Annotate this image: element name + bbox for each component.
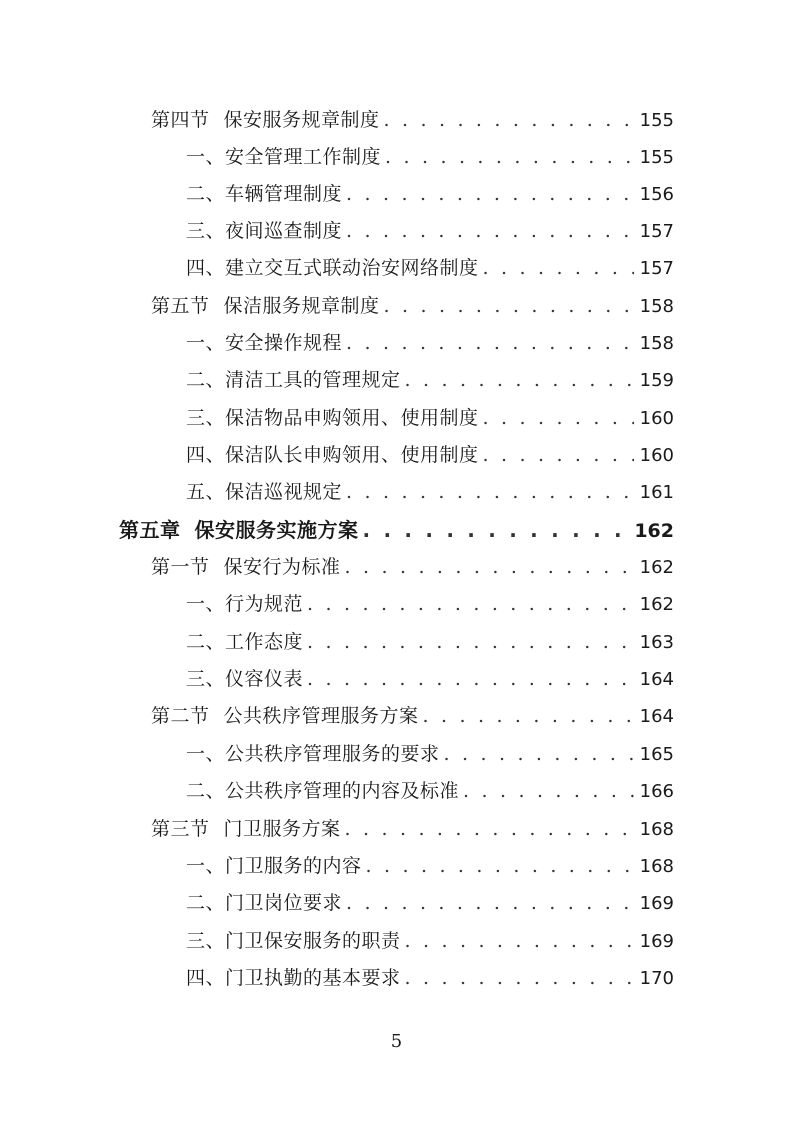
toc-entry-title: [186, 890, 342, 916]
toc-entry-text: 工作态度: [225, 631, 304, 653]
toc-entry-label: 二、: [186, 780, 226, 802]
toc-entry-text: 门卫服务的内容: [225, 855, 362, 877]
toc-entry-text: 门卫服务方案: [223, 818, 341, 840]
toc-subsection-entry[interactable]: [186, 741, 674, 768]
toc-entry-text: 门卫保安服务的职责: [225, 930, 401, 952]
dot-leader: [345, 816, 634, 842]
toc-entry-text: 保洁物品申购领用、使用制度: [225, 407, 479, 429]
page-number: 5: [390, 1031, 403, 1052]
toc-subsection-entry[interactable]: [186, 778, 674, 805]
toc-entry-title: [186, 218, 342, 244]
toc-entry-page: 162: [639, 557, 674, 578]
toc-entry-label: 二、: [186, 183, 226, 205]
toc-entry-page: 162: [639, 594, 674, 615]
dot-leader: [345, 554, 634, 580]
toc-entry-title: [151, 293, 380, 319]
toc-entry-label: 一、: [186, 146, 226, 168]
toc-entry-title: [186, 144, 381, 170]
toc-entry-title: [151, 107, 380, 133]
dot-leader: [307, 629, 634, 655]
toc-entry-text: 保洁巡视规定: [225, 481, 343, 503]
dot-leader: [346, 218, 634, 244]
toc-entry-page: 156: [639, 184, 674, 205]
toc-entry-label: 三、: [186, 930, 226, 952]
toc-entry-page: 169: [639, 893, 674, 914]
toc-entry-title: [186, 330, 342, 356]
toc-entry-label: 四、: [186, 444, 226, 466]
toc-entry-text: 门卫岗位要求: [225, 892, 343, 914]
dot-leader: [483, 442, 634, 468]
toc-entry-title: [186, 181, 342, 207]
toc-entry-page: 169: [639, 931, 674, 952]
toc-subsection-entry[interactable]: [186, 330, 674, 357]
toc-subsection-entry[interactable]: [186, 442, 674, 469]
toc-entry-label: 第三节: [151, 818, 210, 840]
toc-section-entry[interactable]: [151, 554, 674, 581]
toc-entry-title: [186, 405, 479, 431]
toc-entry-text: 保安服务规章制度: [223, 109, 380, 131]
toc-entry-text: 保洁服务规章制度: [223, 295, 380, 317]
toc-entry-title: [186, 853, 362, 879]
toc-entry-page: 166: [639, 781, 674, 802]
toc-subsection-entry[interactable]: [186, 928, 674, 955]
toc-entry-label: 五、: [186, 481, 226, 503]
toc-entry-title: [186, 741, 440, 767]
toc-entry-label: 第二节: [151, 705, 210, 727]
toc-entry-label: 二、: [186, 892, 226, 914]
toc-section-entry[interactable]: [151, 293, 674, 320]
dot-leader: [346, 330, 634, 356]
toc-entry-page: 155: [639, 147, 674, 168]
toc-subsection-entry[interactable]: [186, 629, 674, 656]
toc-subsection-entry[interactable]: [186, 853, 674, 880]
toc-subsection-entry[interactable]: [186, 367, 674, 394]
toc-entry-page: 165: [639, 744, 674, 765]
toc-entry-title: [151, 816, 341, 842]
dot-leader: [384, 107, 634, 133]
toc-entry-page: 164: [639, 706, 674, 727]
dot-leader: [385, 144, 634, 170]
dot-leader: [307, 591, 634, 617]
toc-entry-title: [186, 965, 401, 991]
toc-entry-title: [151, 703, 419, 729]
toc-entry-text: 公共秩序管理服务方案: [223, 705, 419, 727]
toc-entry-page: 157: [639, 258, 674, 279]
toc-subsection-entry[interactable]: [186, 255, 674, 282]
toc-section-entry[interactable]: [151, 816, 674, 843]
toc-entry-label: 第五节: [151, 295, 210, 317]
toc-entry-text: 清洁工具的管理规定: [225, 369, 401, 391]
dot-leader: [405, 367, 634, 393]
toc-subsection-entry[interactable]: [186, 666, 674, 693]
toc-entry-page: 170: [639, 968, 674, 989]
dot-leader: [363, 517, 629, 543]
toc-entry-page: 160: [639, 408, 674, 429]
dot-leader: [423, 703, 634, 729]
toc-entry-title: [186, 479, 342, 505]
toc-section-entry[interactable]: [151, 107, 674, 134]
toc-entry-page: 163: [639, 632, 674, 653]
toc-entry-title: [186, 591, 303, 617]
toc-entry-title: [186, 442, 479, 468]
dot-leader: [444, 741, 634, 767]
toc-subsection-entry[interactable]: [186, 591, 674, 618]
toc-entry-label: 第一节: [151, 556, 210, 578]
toc-entry-page: 158: [639, 296, 674, 317]
toc-entry-page: 161: [639, 482, 674, 503]
toc-entry-label: 第四节: [151, 109, 210, 131]
toc-entry-label: 一、: [186, 743, 226, 765]
toc-entry-label: 二、: [186, 369, 226, 391]
toc-entry-page: 160: [639, 445, 674, 466]
toc-subsection-entry[interactable]: [186, 218, 674, 245]
dot-leader: [346, 890, 634, 916]
toc-entry-text: 安全操作规程: [225, 332, 343, 354]
toc-entry-text: 保安服务实施方案: [194, 518, 359, 542]
toc-entry-text: 门卫执勤的基本要求: [225, 967, 401, 989]
toc-entry-label: 一、: [186, 855, 226, 877]
toc-entry-label: 三、: [186, 668, 226, 690]
toc-entry-page: 168: [639, 856, 674, 877]
dot-leader: [366, 853, 634, 879]
toc-entry-label: 一、: [186, 332, 226, 354]
toc-subsection-entry[interactable]: [186, 890, 674, 917]
toc-entry-label: 一、: [186, 593, 226, 615]
toc-entry-page: 158: [639, 333, 674, 354]
toc-subsection-entry[interactable]: [186, 479, 674, 506]
dot-leader: [346, 181, 634, 207]
toc-entry-page: 168: [639, 819, 674, 840]
toc-entry-title: [186, 255, 479, 281]
toc-entry-text: 保洁队长申购领用、使用制度: [225, 444, 479, 466]
toc-entry-page: 164: [639, 669, 674, 690]
toc-subsection-entry[interactable]: [186, 181, 674, 208]
toc-entry-label: 三、: [186, 220, 226, 242]
dot-leader: [483, 255, 634, 281]
toc-entry-title: [186, 629, 303, 655]
toc-subsection-entry[interactable]: [186, 405, 674, 432]
toc-entry-label: 第五章: [119, 518, 181, 542]
toc-entry-text: 行为规范: [225, 593, 304, 615]
toc-entry-text: 公共秩序管理服务的要求: [225, 743, 440, 765]
toc-entry-page: 157: [639, 221, 674, 242]
toc-subsection-entry[interactable]: [186, 144, 674, 171]
toc-entry-label: 三、: [186, 407, 226, 429]
toc-entry-title: [151, 554, 341, 580]
toc-entry-title: [186, 928, 401, 954]
toc-entry-title: [186, 666, 303, 692]
toc-entry-label: 二、: [186, 631, 226, 653]
toc-entry-title: [119, 517, 359, 543]
dot-leader: [483, 405, 634, 431]
dot-leader: [307, 666, 634, 692]
toc-entry-label: 四、: [186, 257, 226, 279]
toc-entry-title: [186, 778, 459, 804]
toc-entry-text: 公共秩序管理的内容及标准: [225, 780, 460, 802]
toc-entry-page: 155: [639, 110, 674, 131]
toc-entry-page: 162: [634, 520, 674, 542]
toc-entry-label: 四、: [186, 967, 226, 989]
toc-entry-text: 安全管理工作制度: [225, 146, 382, 168]
toc-entry-title: [186, 367, 401, 393]
toc-entry-page: 159: [639, 370, 674, 391]
toc-entry-text: 车辆管理制度: [225, 183, 343, 205]
dot-leader: [405, 928, 634, 954]
toc-chapter-entry[interactable]: [119, 517, 674, 544]
toc-subsection-entry[interactable]: [186, 965, 674, 992]
toc-entry-text: 建立交互式联动治安网络制度: [225, 257, 479, 279]
dot-leader: [405, 965, 634, 991]
toc-entry-text: 保安行为标准: [223, 556, 341, 578]
dot-leader: [346, 479, 634, 505]
toc-section-entry[interactable]: [151, 703, 674, 730]
dot-leader: [463, 778, 634, 804]
dot-leader: [384, 293, 634, 319]
toc-entry-text: 仪容仪表: [225, 668, 304, 690]
toc-entry-text: 夜间巡查制度: [225, 220, 343, 242]
